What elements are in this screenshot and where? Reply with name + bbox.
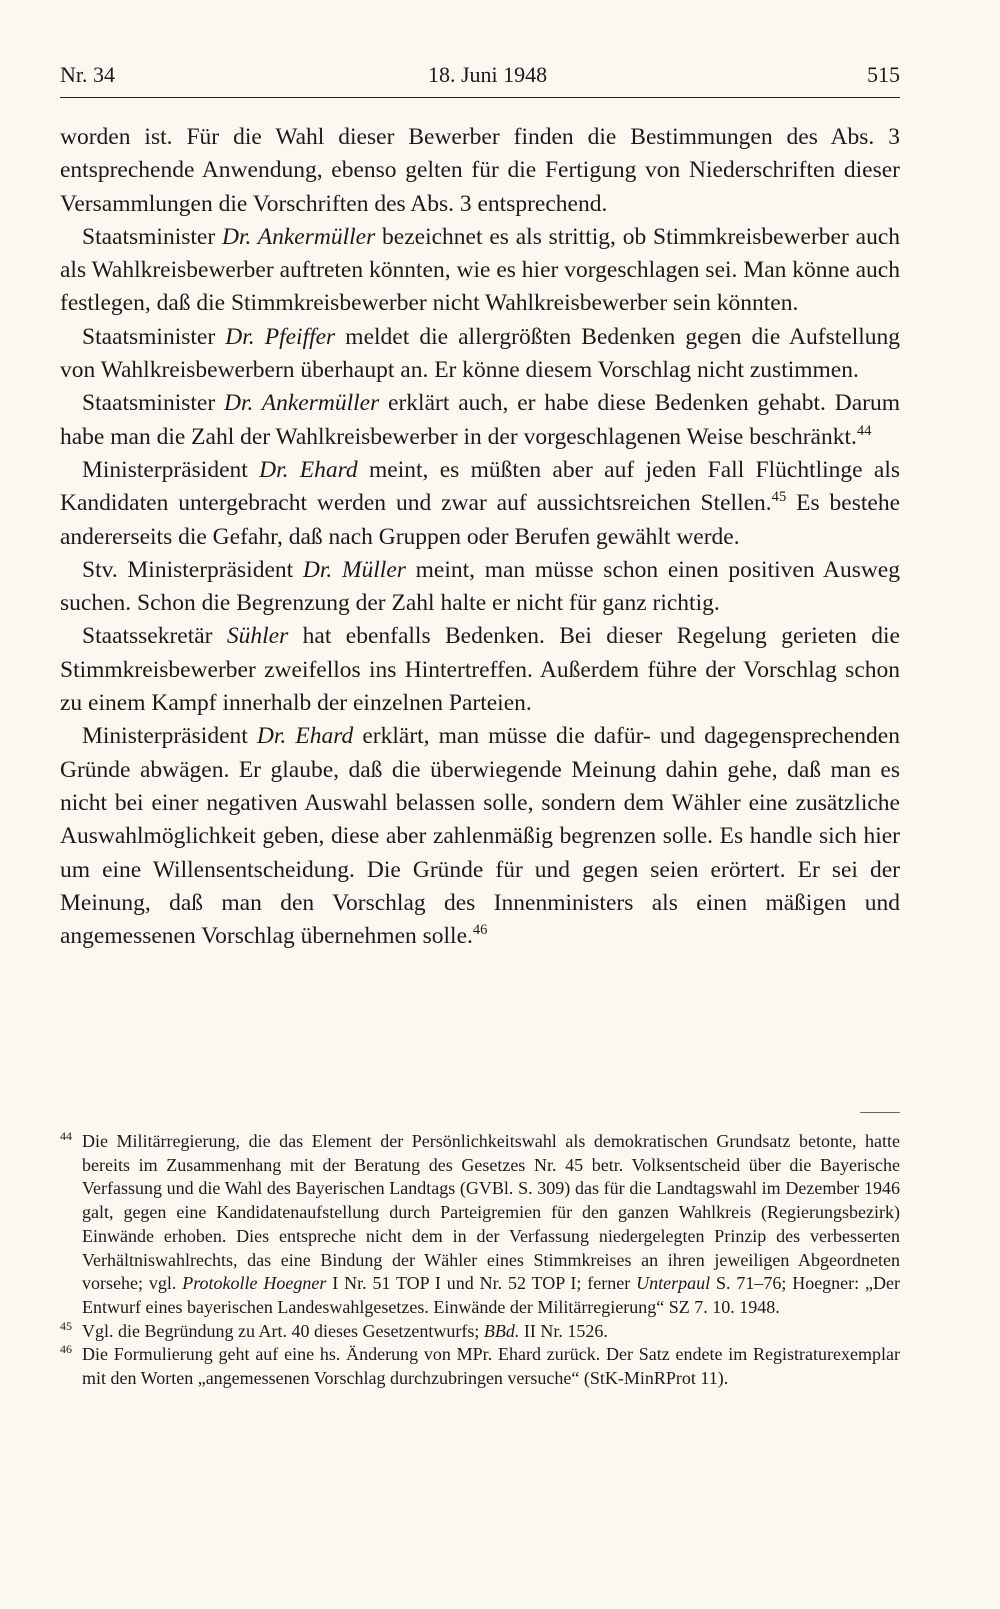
speaker-name: Dr. Ehard [256, 723, 354, 750]
footnote-45: 45 Vgl. die Begründung zu Art. 40 dieses Gesetzentwurfs; BBd. II Nr. 1526. [60, 1320, 900, 1344]
footnote-separator [860, 1112, 900, 1113]
issue-number: Nr. 34 [60, 62, 115, 87]
page-number: 515 [867, 62, 900, 87]
paragraph: Staatsminister Dr. Pfeiffer meldet die allergrößten Bedenken gegen die Aufstellung von Wahlkreisbewerbern überhaupt an. Er könne diesem Vorschlag nicht zustimmen. [60, 323, 900, 384]
footnote-46: 46 Die Formulierung geht auf eine hs. Änderung von MPr. Ehard zurück. Der Satz endete im Registraturexemplar mit den Worten „angemessenen Vorschlag durchzubringen versuche“ (StK-MinRProt 11). [60, 1343, 900, 1390]
speaker-name: Dr. Ehard [259, 456, 358, 483]
paragraph: Ministerpräsident Dr. Ehard erklärt, man müsse die dafür- und dagegensprechenden Gründe abwägen. Er glaube, daß die überwiegende Meinung dahin gehe, daß man es nicht bei einer negativen Auswahl belassen solle, sondern dem Wähler eine zusätzliche Auswahlmöglichkeit geben, diese aber zahlenmäßig begrenzen solle. Es handle sich hier um eine Willensentscheidung. Die Gründe für und gegen seien erörtert. Er sei der Meinung, daß man den Vorschlag des Innenministers als einen mäßigen und angemessenen Vorschlag übernehmen solle.$^{46}$ [60, 723, 900, 950]
footnote-number: 45 [60, 1318, 72, 1333]
main-text [60, 121, 900, 953]
paragraph: Stv. Ministerpräsident Dr. Müller meint, man müsse schon einen positiven Ausweg suchen. Schon die Begrenzung der Zahl halte er nicht für ganz richtig. [60, 556, 900, 617]
footnote-ref[interactable]: 46 [472, 922, 488, 939]
running-header [60, 62, 900, 92]
paragraph: Ministerpräsident Dr. Ehard meint, es müßten aber auf jeden Fall Flüchtlinge als Kandidaten untergebracht werden und zwar auf aussichtsreichen Stellen.$^{45}$ Es bestehe andererseits die Gefahr, daß nach Gruppen oder Berufen gewählt werde. [60, 456, 901, 550]
speaker-name: Dr. Ankermüller [223, 390, 380, 417]
paragraph: Staatsminister Dr. Ankermüller bezeichnet es als strittig, ob Stimmkreisbewerber auch als Wahlkreisbewerber auftreten könnten, wie es hier vorgeschlagen sei. Man könne auch festlegen, daß die Stimmkreisbewerber nicht Wahlkreisbewerber sein könnten. [60, 223, 900, 317]
paragraph: Staatssekretär Sühler hat ebenfalls Bedenken. Bei dieser Regelung gerieten die Stimmkreisbewerber zweifellos ins Hintertreffen. Außerdem führe der Vorschlag schon zu einem Kampf innerhalb der einzelnen Parteien. [60, 623, 900, 717]
speaker-name: Dr. Pfeiffer [225, 323, 336, 350]
paragraph: worden ist. Für die Wahl dieser Bewerber finden die Bestimmungen des Abs. 3 entsprechende Anwendung, ebenso gelten für die Fertigung von Niederschriften dieser Versammlungen die Vorschriften des Abs. 3 entsprechend. [60, 124, 900, 217]
speaker-name: Dr. Ankermüller [221, 223, 376, 250]
header-date: 18. Juni 1948 [428, 62, 548, 87]
footnotes [60, 1130, 900, 1391]
footnote-number: 44 [60, 1129, 72, 1143]
footnote-number: 46 [60, 1342, 72, 1357]
header-rule [60, 97, 900, 98]
paragraph: Staatsminister Dr. Ankermüller erklärt auch, er habe diese Bedenken gehabt. Darum habe man die Zahl der Wahlkreisbewerber in der vorgeschlagenen Weise beschränkt.$^{44}$ [60, 390, 900, 450]
speaker-name: Sühler [226, 623, 289, 650]
footnote-44: 44 Die Militärregierung, die das Element der Persönlichkeitswahl als demokratischen Grundsatz betonte, hatte bereits im Zusammenhang mit der Beratung des Gesetzes Nr. 45 betr. Volksentscheid über die Bayerische Verfassung und die Wahl des Bayerischen Landtags (GVBl. S. 309) das für die Landtagswahl im Dezember 1946 galt, gegen eine Kandidatenaufstellung durch Parteigremien für den ganzen Wahlkreis (Regierungsbezirk) Einwände erhoben. Dies entspreche nicht dem in der Verfassung niedergelegten Prinzip des verbesserten Verhältniswahlrechts, das eine Bindung der Wähler eines Stimmkreises an ihren jeweiligen Abgeordneten vorsehe; vgl. Protokolle Hoegner I Nr. 51 TOP I und Nr. 52 TOP I; ferner Unterpaul S. 71–76; Hoegner: „Der Entwurf eines bayerischen Landeswahlgesetzes. Einwände der Militärregierung“ SZ 7. 10. 1948. [60, 1130, 900, 1320]
footnote-ref[interactable]: 45 [771, 489, 787, 506]
speaker-name: Dr. Müller [302, 556, 406, 583]
footnote-ref[interactable]: 44 [856, 422, 872, 439]
